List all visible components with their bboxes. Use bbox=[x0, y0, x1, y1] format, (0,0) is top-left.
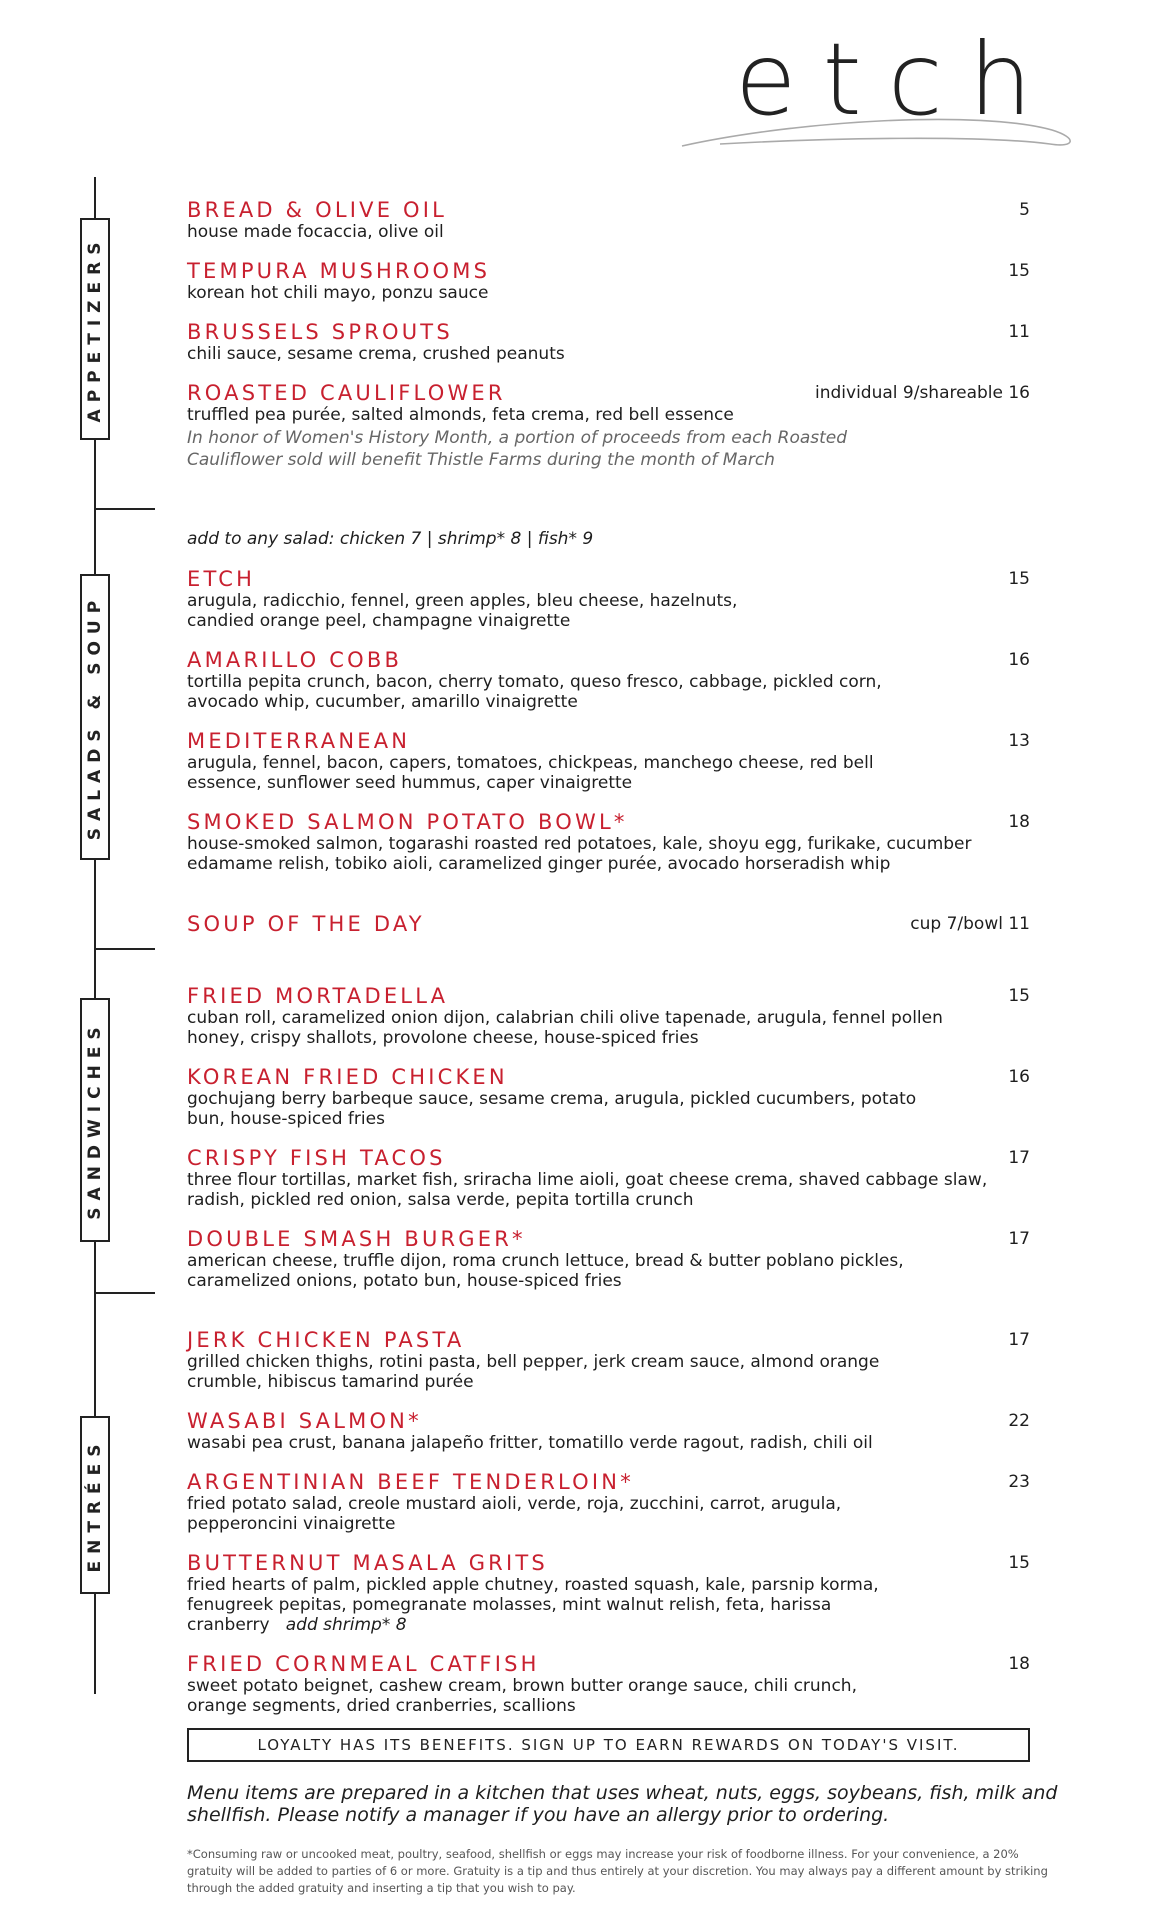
item-price: 18 bbox=[1008, 1654, 1030, 1674]
item-description: house-smoked salmon, togarashi roasted red potatoes, kale, shoyu egg, furikake, cucumber edamame relish, tobiko aioli, caramelized ginger purée, avocado horseradish whip bbox=[187, 834, 972, 874]
item-price: 22 bbox=[1008, 1411, 1030, 1431]
item-price: 15 bbox=[1008, 569, 1030, 589]
section-divider bbox=[94, 1292, 155, 1294]
item-description: gochujang berry barbeque sauce, sesame crema, arugula, pickled cucumbers, potato bun, house-spiced fries bbox=[187, 1089, 917, 1129]
logo-text: etch bbox=[735, 21, 1059, 138]
item-price: 15 bbox=[1008, 986, 1030, 1006]
item-description: fried potato salad, creole mustard aioli, verde, roja, zucchini, carrot, arugula, pepperoncini vinaigrette bbox=[187, 1494, 842, 1534]
item-description: korean hot chili mayo, ponzu sauce bbox=[187, 283, 489, 303]
menu-item bbox=[187, 912, 1030, 936]
section-label-salads-soup bbox=[80, 574, 110, 860]
item-price: 18 bbox=[1008, 812, 1030, 832]
item-name: JERK CHICKEN PASTA bbox=[187, 1328, 465, 1352]
item-description: sweet potato beignet, cashew cream, brown butter orange sauce, chili crunch, orange segments, dried cranberries, scallions bbox=[187, 1676, 857, 1716]
menu-item bbox=[187, 381, 1030, 471]
item-name: TEMPURA MUSHROOMS bbox=[187, 259, 491, 283]
item-name: AMARILLO COBB bbox=[187, 648, 403, 672]
menu-item bbox=[187, 1328, 1030, 1392]
salad-addon-note: add to any salad: chicken 7 | shrimp* 8 | fish* 9 bbox=[187, 529, 594, 549]
item-price: individual 9/shareable 16 bbox=[815, 383, 1030, 403]
menu-item bbox=[187, 1065, 1030, 1129]
menu-item bbox=[187, 198, 1030, 242]
item-description: wasabi pea crust, banana jalapeño fritter, tomatillo verde ragout, radish, chili oil bbox=[187, 1433, 873, 1453]
item-price: 17 bbox=[1008, 1330, 1030, 1350]
item-description: american cheese, truffle dijon, roma crunch lettuce, bread & butter poblano pickles, caramelized onions, potato bun, house-spiced fries bbox=[187, 1251, 904, 1291]
menu-item bbox=[187, 1551, 1030, 1635]
item-description bbox=[187, 1575, 947, 1635]
item-description-text: fried hearts of palm, pickled apple chutney, roasted squash, kale, parsnip korma, fenugreek pepitas, pomegranate molasses, mint walnut relish, feta, harissa cranberry bbox=[187, 1575, 879, 1635]
item-name: SMOKED SALMON POTATO BOWL* bbox=[187, 810, 628, 834]
menu-item bbox=[187, 1470, 1030, 1534]
menu-item bbox=[187, 1227, 1030, 1291]
item-price: 11 bbox=[1008, 322, 1030, 342]
item-price: 13 bbox=[1008, 731, 1030, 751]
menu-item bbox=[187, 320, 1030, 364]
item-description: arugula, fennel, bacon, capers, tomatoes, chickpeas, manchego cheese, red bell essence, sunflower seed hummus, caper vinaigrette bbox=[187, 753, 874, 793]
menu-item bbox=[187, 729, 1030, 793]
item-name: ETCH bbox=[187, 567, 256, 591]
section-label-sandwiches bbox=[80, 998, 110, 1242]
item-description: tortilla pepita crunch, bacon, cherry tomato, queso fresco, cabbage, pickled corn, avocado whip, cucumber, amarillo vinaigrette bbox=[187, 672, 882, 712]
disclaimer: *Consuming raw or uncooked meat, poultry, seafood, shellfish or eggs may increase your risk of foodborne illness. For your convenience, a 20% gratuity will be added to parties of 6 or more. Gratuity is a tip and thus entirely at your discretion. You may always pay a different amount by striking through the added gratuity and inserting a tip that you wish to pay. bbox=[187, 1847, 1048, 1895]
section-label-text: ENTRÉES bbox=[85, 1437, 105, 1573]
menu-item bbox=[187, 567, 1030, 631]
loyalty-banner: LOYALTY HAS ITS BENEFITS. SIGN UP TO EARN REWARDS ON TODAY'S VISIT. bbox=[187, 1728, 1030, 1762]
item-price: 17 bbox=[1008, 1148, 1030, 1168]
item-price: 23 bbox=[1008, 1472, 1030, 1492]
item-name: DOUBLE SMASH BURGER* bbox=[187, 1227, 526, 1251]
item-name: ROASTED CAULIFLOWER bbox=[187, 381, 506, 405]
item-description: arugula, radicchio, fennel, green apples, bleu cheese, hazelnuts, candied orange peel, champagne vinaigrette bbox=[187, 591, 738, 631]
section-label-text: SALADS & SOUP bbox=[85, 593, 105, 841]
allergy-notice: Menu items are prepared in a kitchen that uses wheat, nuts, eggs, soybeans, fish, milk and shellfish. Please notify a manager if you have an allergy prior to ordering. bbox=[187, 1782, 1058, 1826]
item-description: cuban roll, caramelized onion dijon, calabrian chili olive tapenade, arugula, fennel pollen honey, crispy shallots, provolone cheese, house-spiced fries bbox=[187, 1008, 943, 1048]
item-name: FRIED CORNMEAL CATFISH bbox=[187, 1652, 540, 1676]
item-name: SOUP OF THE DAY bbox=[187, 912, 425, 936]
item-description: house made focaccia, olive oil bbox=[187, 222, 444, 242]
item-price: 16 bbox=[1008, 650, 1030, 670]
menu-item bbox=[187, 259, 1030, 303]
menu-item bbox=[187, 1652, 1030, 1716]
section-label-entrees bbox=[80, 1416, 110, 1594]
item-description: chili sauce, sesame crema, crushed peanuts bbox=[187, 344, 565, 364]
section-label-text: SANDWICHES bbox=[85, 1020, 105, 1220]
item-name: ARGENTINIAN BEEF TENDERLOIN* bbox=[187, 1470, 634, 1494]
section-label-appetizers bbox=[80, 218, 110, 440]
item-name: CRISPY FISH TACOS bbox=[187, 1146, 446, 1170]
item-description: grilled chicken thighs, rotini pasta, bell pepper, jerk cream sauce, almond orange crumble, hibiscus tamarind purée bbox=[187, 1352, 880, 1392]
item-name: WASABI SALMON* bbox=[187, 1409, 422, 1433]
item-name: MEDITERRANEAN bbox=[187, 729, 411, 753]
item-name: BRUSSELS SPROUTS bbox=[187, 320, 453, 344]
menu-item bbox=[187, 984, 1030, 1048]
section-label-text: APPETIZERS bbox=[85, 235, 105, 423]
item-price: cup 7/bowl 11 bbox=[910, 914, 1030, 934]
menu-item bbox=[187, 1146, 1030, 1210]
section-divider bbox=[94, 508, 155, 510]
item-price: 16 bbox=[1008, 1067, 1030, 1087]
item-description: three flour tortillas, market fish, sriracha lime aioli, goat cheese crema, shaved cabbage slaw, radish, pickled red onion, salsa verde, pepita tortilla crunch bbox=[187, 1170, 988, 1210]
item-price: 15 bbox=[1008, 1553, 1030, 1573]
item-price: 15 bbox=[1008, 261, 1030, 281]
item-description: truffled pea purée, salted almonds, feta crema, red bell essence bbox=[187, 405, 734, 425]
menu-item bbox=[187, 810, 1030, 874]
item-price: 5 bbox=[1019, 200, 1030, 220]
item-name: KOREAN FRIED CHICKEN bbox=[187, 1065, 508, 1089]
section-divider bbox=[94, 948, 155, 950]
item-name: BUTTERNUT MASALA GRITS bbox=[187, 1551, 548, 1575]
item-addon: add shrimp* 8 bbox=[285, 1615, 407, 1635]
charity-note: In honor of Women's History Month, a portion of proceeds from each Roasted Cauliflower sold will benefit Thistle Farms during the month of March bbox=[187, 428, 848, 470]
item-name: FRIED MORTADELLA bbox=[187, 984, 449, 1008]
menu-item bbox=[187, 1409, 1030, 1453]
menu-item bbox=[187, 648, 1030, 712]
item-name: BREAD & OLIVE OIL bbox=[187, 198, 448, 222]
item-price: 17 bbox=[1008, 1229, 1030, 1249]
